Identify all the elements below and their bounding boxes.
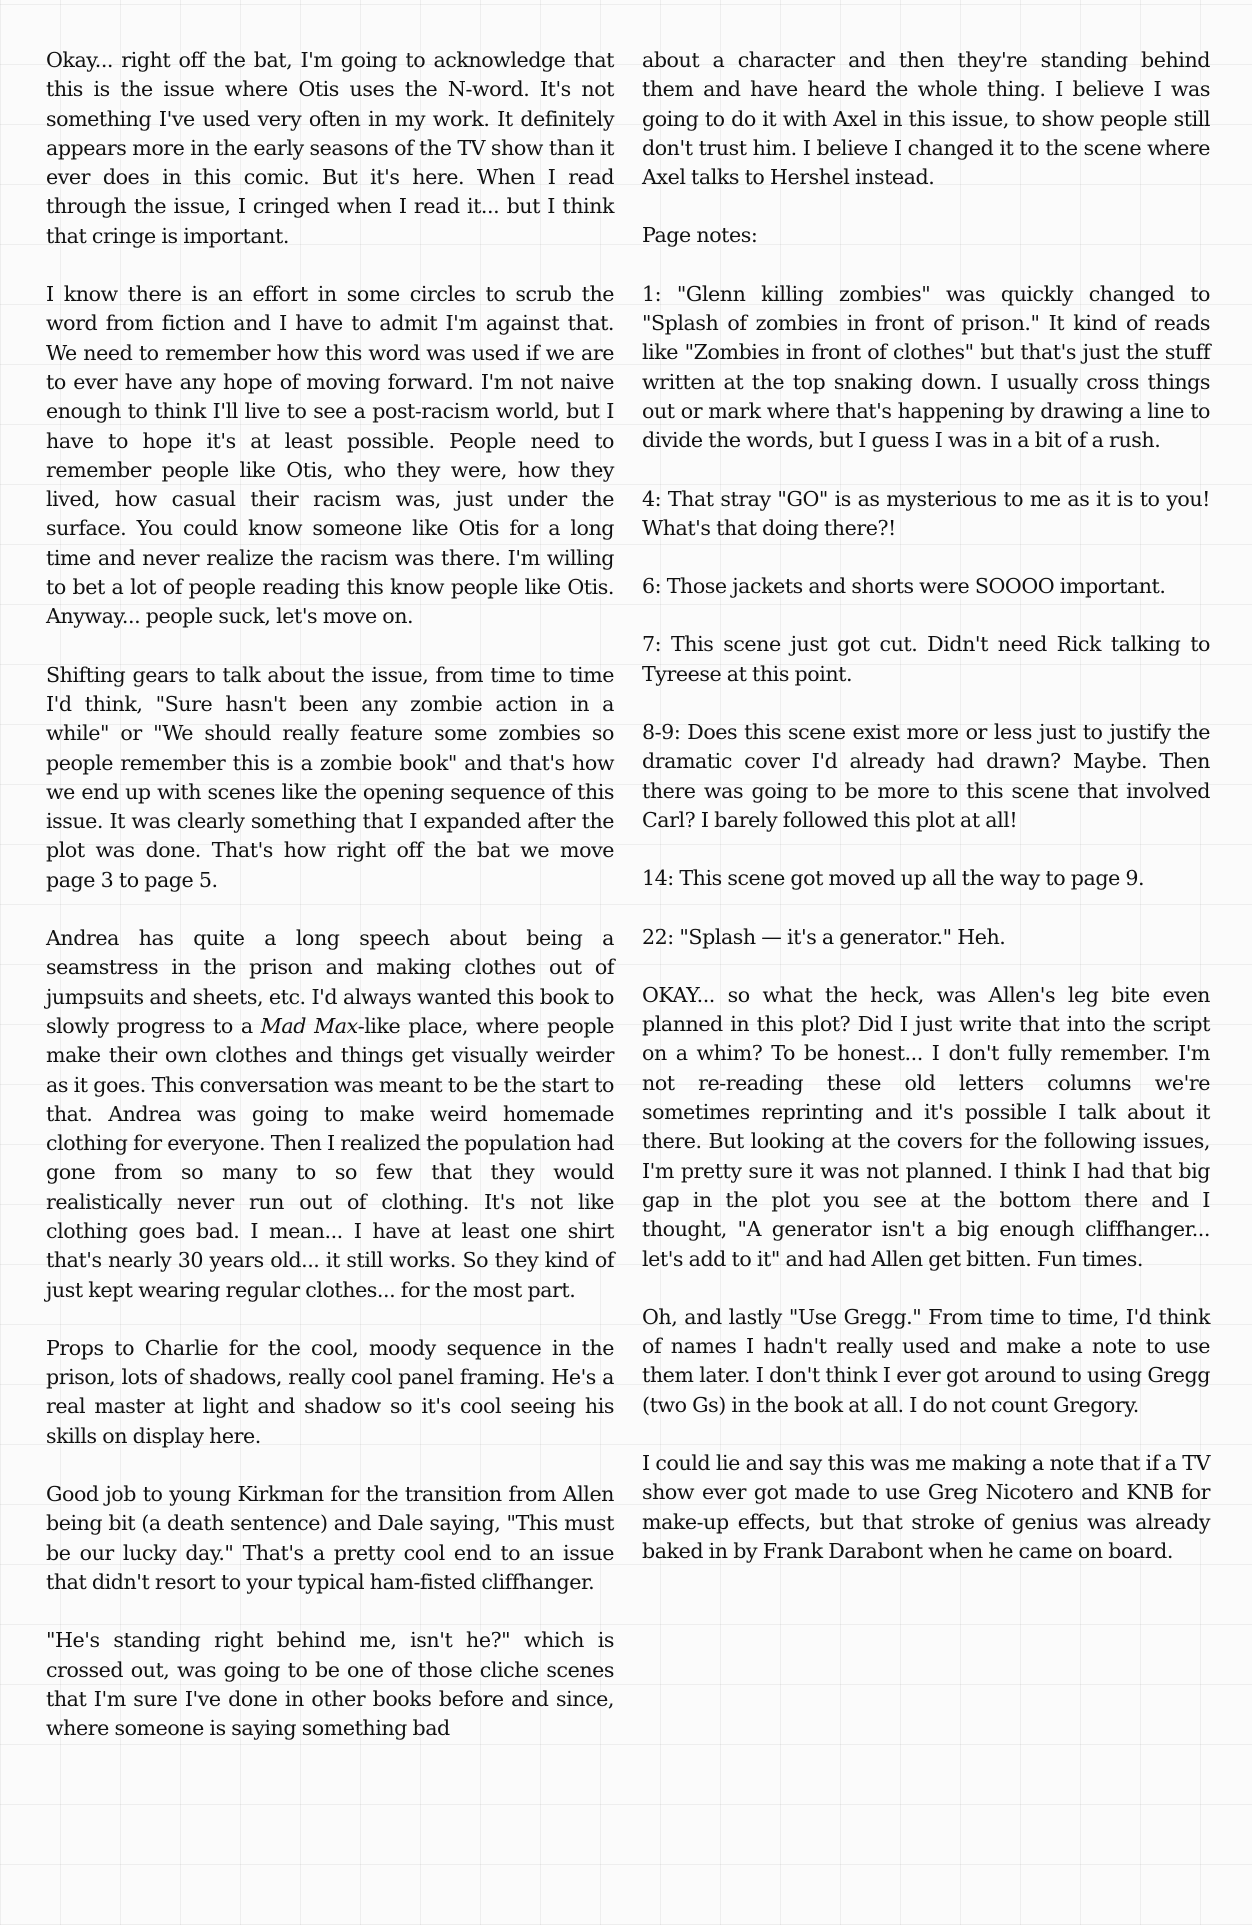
paragraph-allen-leg-bite: OKAY... so what the heck, was Allen's leg bite even planned in this plot? Did I just write that into the script on a whim? To be honest... I don't fully remember. I'm not re-reading these old letters columns we're sometimes reprinting and it's possible I talk about it there. But looking at the covers for the following issues, I'm pretty sure it was not planned. I think I had that big gap in the plot you see at the bottom there and I thought, "A generator isn't a big enough cliffhanger... let's add to it" and had Allen get bitten. Fun times. — [642, 982, 1210, 1271]
paragraph-use-gregg: Oh, and lastly "Use Gregg." From time to time, I'd think of names I hadn't really used and make a note to use them later. I don't think I ever got around to using Gregg (two Gs) in the book at all. I do not count Gregory. — [642, 1304, 1210, 1417]
paragraph-continued: about a character and then they're standing behind them and have heard the whole thing. I believe I was going to do it with Axel in this issue, to show people still don't trust him. I believe I changed it to the scene where Axel talks to Hershel instead. — [642, 48, 1210, 190]
note-page-22: 22: "Splash — it's a generator." Heh. — [642, 924, 1006, 949]
paragraph-scrub-word: I know there is an effort in some circles to scrub the word from fiction and I have to admit I'm against that. We need to remember how this word was used if we are to ever have any hope of moving forward. I'm not naive enough to think I'll live to see a post-racism world, but I have to hope it's at least possible. People need to remember people like Otis, who they were, how they lived, how casual their racism was, just under the surface. You could know someone like Otis for a long time and never realize the racism was there. I'm willing to bet a lot of people reading this know people like Otis. Anyway... people suck, let's move on. — [46, 282, 614, 629]
paragraph-zombie-action: Shifting gears to talk about the issue, from time to time I'd think, "Sure hasn't been any zombie action in a while" or "We should really feature some zombies so people remember this is a zombie book" and that's how we end up with scenes like the opening sequence of this issue. It was clearly something that I expanded after the plot was done. That's how right off the bat we move page 3 to page 5. — [46, 662, 614, 892]
right-column — [642, 46, 1210, 1772]
note-page-8-9: 8-9: Does this scene exist more or less just to justify the dramatic cover I'd already had drawn? Maybe. Then there was going to be more to this scene that involved Carl? I barely followed this plot at all! — [642, 720, 1210, 832]
note-page-6: 6: Those jackets and shorts were SOOOO important. — [642, 574, 1166, 599]
paragraph-greg-nicotero: I could lie and say this was me making a note that if a TV show ever got made to use Greg Nicotero and KNB for make-up effects, but that stroke of genius was already baked in by Frank Darabont when he came on board. — [642, 1450, 1210, 1563]
mad-max-title: Mad Max — [260, 1013, 358, 1038]
paragraph-n-word: Okay... right off the bat, I'm going to acknowledge that this is the issue where Otis uses the N-word. It's not something I've used very often in my work. It definitely appears more in the early seasons of the TV show than it ever does in this comic. But it's here. When I read through the issue, I cringed when I read it... but I think that cringe is important. — [46, 48, 614, 248]
andrea-text-end: -like place, where people make their own clothes and things get visually weirder as it goes. This conversation was meant to be the start to that. Andrea was going to make weird homemade clothing for everyone. Then I realized the population had gone from so many to so few that they would realistically never run out of clothing. It's not like clothing goes bad. I mean... I have at least one shirt that's nearly 30 years old... it still works. So they kind of just kept wearing regular clothes... for the most part. — [46, 1013, 614, 1302]
note-page-14: 14: This scene got moved up all the way to page 9. — [642, 866, 1145, 891]
left-column — [46, 46, 614, 1772]
page-notes-heading: Page notes: — [642, 223, 758, 248]
two-column-layout — [46, 46, 1210, 1772]
paragraph-props-charlie: Props to Charlie for the cool, moody sequence in the prison, lots of shadows, really cool panel framing. He's a real master at light and shadow so it's cool seeing his skills on display here. — [46, 1335, 614, 1448]
paragraph-standing-behind: "He's standing right behind me, isn't he?" which is crossed out, was going to be one of those cliche scenes that I'm sure I've done in other books before and since, where someone is saying something bad — [46, 1628, 614, 1741]
note-page-1: 1: "Glenn killing zombies" was quickly changed to "Splash of zombies in front of prison." It kind of reads like "Zombies in front of clothes" but that's just the stuff written at the top snaking down. I usually cross things out or mark where that's happening by drawing a line to divide the words, but I guess I was in a bit of a rush. — [642, 281, 1210, 453]
andrea-text-start: Andrea has quite a long speech about being a seamstress in the prison and making clothes out of jumpsuits and sheets, etc. I'd always wanted this book to slowly progress to a — [46, 926, 614, 1038]
paragraph-young-kirkman: Good job to young Kirkman for the transition from Allen being bit (a death sentence) and Dale saying, "This must be our lucky day." That's a pretty cool end to an issue that didn't resort to your typical ham-fisted cliffhanger. — [46, 1482, 614, 1594]
paragraph-andrea-seamstress — [46, 924, 614, 1305]
note-page-7: 7: This scene just got cut. Didn't need Rick talking to Tyreese at this point. — [642, 632, 1210, 686]
note-page-4: 4: That stray "GO" is as mysterious to me as it is to you! What's that doing there?! — [642, 486, 1210, 540]
